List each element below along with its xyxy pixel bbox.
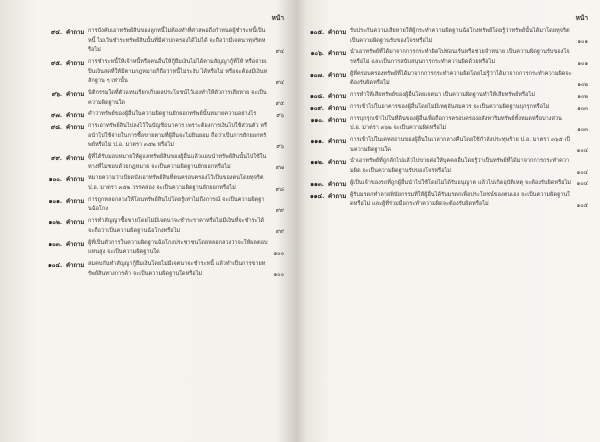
page-number: ๑๐๓ bbox=[577, 105, 588, 112]
question-label: คำถาม bbox=[66, 197, 85, 205]
entry-number: ๑๑๒. bbox=[310, 159, 324, 167]
toc-entry bbox=[310, 103, 600, 113]
question-text: ผู้รับมรดกทำลายพินัยกรรมที่ให้ผู้อื่นได้รับมรดกเพื่อประโยชน์ของตนเอง จะเป็นความผิดฐานใดหรือไม่ และผู้ที่ร่วมมือกระทำความผิดจะต้องรับผิดหรือไม่ bbox=[350, 191, 570, 208]
entry-number: ๑๐๗. bbox=[310, 71, 325, 79]
question-text: ผู้ที่ได้รับมอบหมายให้ดูแลทรัพย์สินของผู้อื่นแล้วแอบนำทรัพย์สินนั้นไปใช้ในทางที่ไม่ชอบด้วยกฎหมาย จะเป็นความผิดฐานยักยอกหรือไม่ bbox=[88, 154, 267, 170]
entry-number: ๑๐๙. bbox=[310, 104, 324, 112]
toc-entry bbox=[310, 157, 600, 176]
question-text: สมคบกันทำสัญญากู้ยืมเงินโดยไม่มีเจตนาจะชำระหนี้ แล้วทำเป็นการขายทรัพย์สินทางการค้า จะเป็นความผิดฐานใดหรือไม่ bbox=[88, 260, 266, 277]
page-number: ๙๔ bbox=[275, 48, 284, 55]
toc-entry bbox=[48, 27, 296, 56]
entry-number: ๙๕. bbox=[50, 59, 62, 67]
toc-entry bbox=[310, 115, 600, 134]
question-label: คำถาม bbox=[66, 29, 85, 36]
toc-entry bbox=[48, 153, 296, 172]
question-label: คำถาม bbox=[328, 71, 347, 79]
page-number: ๙๕ bbox=[275, 101, 284, 108]
toc-entry bbox=[48, 89, 296, 108]
entry-list bbox=[304, 27, 600, 212]
question-text: นำเอาทรัพย์ที่ถูกลักไปแล้วไปขายต่อให้บุคคลอื่นโดยรู้ว่าเป็นทรัพย์ที่ได้มาจากการกระทำความผิด จะเป็นความผิดฐานรับของโจรหรือไม่ bbox=[350, 158, 570, 175]
question-label: คำถาม bbox=[66, 219, 85, 227]
toc-entry bbox=[310, 191, 600, 210]
question-label: คำถาม bbox=[328, 180, 347, 188]
entry-number: ๙๖. bbox=[51, 90, 62, 98]
entry-number: ๑๐๘. bbox=[310, 93, 325, 101]
question-label: คำถาม bbox=[66, 261, 85, 269]
question-label: คำถาม bbox=[66, 90, 85, 98]
page-number: ๑๐๐ bbox=[273, 272, 284, 279]
page-number: ๙๔ bbox=[275, 79, 284, 86]
page-column-header: หน้า bbox=[271, 14, 284, 22]
page-number: ๑๐๒ bbox=[577, 93, 588, 100]
question-text: การเอาทรัพย์สินไปลงไว้ในบัญชีธนาคาร เพราะต้องการเงินไปใช้ส่วนตัว หรือนำไปใช้จ่ายในการซื้อขายตามที่ผู้อื่นจะไม่ยินยอม ถือว่าเป็นการยักยอกทรัพย์หรือไม่ ป.อ. มาตรา ๓๕๒ หรือไม่ bbox=[88, 123, 268, 149]
question-text: การบุกรุกเข้าไปในที่ดินของผู้อื่นเพื่อถือการครอบครองอสังหาริมทรัพย์ทั้งหมดหรือบางส่วน ป.อ. มาตรา ๓๖๒ จะเป็นความผิดหรือไม่ bbox=[350, 115, 562, 132]
question-label: คำถาม bbox=[328, 159, 347, 167]
page-number: ๙๗ bbox=[275, 165, 284, 172]
question-text: การถูกหลอกลวงให้โอนทรัพย์สินไปโดยรู้เท่าไม่ถึงการณ์ จะเป็นความผิดฐานฉ้อโกง bbox=[88, 196, 265, 213]
right-page bbox=[304, 0, 600, 442]
question-label: คำถาม bbox=[328, 192, 347, 200]
page-number: ๙๘ bbox=[275, 186, 284, 193]
entry-number: ๑๐๖. bbox=[310, 50, 324, 58]
entry-number: ๑๐๔. bbox=[48, 261, 63, 269]
question-label: คำถาม bbox=[328, 104, 347, 112]
toc-entry bbox=[310, 48, 600, 67]
question-text: การชำระหนี้ให้เจ้าหนี้หรือคนอื่นให้กู้ยืมเงินไม่ได้ตามสัญญากู้ที่ให้ หรือจ่ายเป็นเงินสดที่ให้มีตามกฎหมายก็ถือว่าหนี้ไม่ระงับ ได้หรือไม่ หรือจะต้องมีเงินหลักฐาน ๆ เท่านั้น bbox=[88, 58, 268, 85]
question-text: การเข้าไปในเคหสถานของผู้อื่นในเวลากลางคืนโดยใช้กำลังประทุษร้าย ป.อ. มาตรา ๓๖๕ เป็นความผิดฐานใด bbox=[350, 137, 570, 153]
entry-number: ๑๐๓. bbox=[48, 240, 62, 248]
question-text: การทำสัญญาซื้อขายโดยไม่มีเจตนาจะชำระราคาหรือไม่มีเงินที่จะชำระได้ จะถือว่าเป็นความผิดฐานฉ้อโกงหรือไม่ bbox=[88, 218, 265, 234]
toc-entry bbox=[48, 217, 296, 236]
page-number: ๑๐๕ bbox=[576, 202, 588, 209]
page-number: ๑๐๔ bbox=[576, 169, 588, 176]
page-number: ๑๐๐ bbox=[273, 250, 284, 257]
entry-number: ๙๘. bbox=[50, 124, 62, 132]
toc-entry bbox=[48, 122, 296, 151]
question-text: คำว่าทรัพย์ของผู้อื่นในความผิดฐานยักยอกทรัพย์นั้นหมายความอย่างไร bbox=[88, 111, 257, 118]
toc-entry bbox=[48, 196, 296, 215]
toc-entry bbox=[310, 179, 600, 189]
page-number: ๑๐๑ bbox=[577, 60, 588, 67]
toc-entry bbox=[310, 91, 600, 101]
page-number: ๙๖ bbox=[276, 143, 284, 150]
left-page bbox=[0, 0, 296, 442]
question-label: คำถาม bbox=[66, 124, 85, 132]
question-label: คำถาม bbox=[66, 59, 85, 67]
entry-number: ๑๑๑. bbox=[310, 138, 324, 146]
question-text: การเข้าไปในอาคารของผู้อื่นโดยไม่มีเหตุอันสมควร จะเป็นความผิดฐานบุกรุกหรือไม่ bbox=[350, 103, 550, 110]
question-text: ผู้ที่เป็นตัวการในความผิดฐานฉ้อโกงประชาชนโดยหลอกลวงว่าจะให้ผลตอบแทนสูง จะเป็นความผิดฐานใด bbox=[88, 239, 268, 256]
question-text: ผู้เป็นเจ้าของรถที่ถูกผู้อื่นนำไปใช้โดยไม่ได้รับอนุญาต แล้วไปเกิดอุบัติเหตุ จะต้องรับผิดหรือไม่ bbox=[350, 179, 571, 186]
question-label: คำถาม bbox=[328, 93, 347, 101]
question-label: คำถาม bbox=[328, 138, 347, 146]
page-number: ๙๙ bbox=[275, 229, 284, 236]
toc-entry bbox=[48, 174, 296, 193]
entry-number: ๙๗. bbox=[51, 112, 62, 120]
page-number: ๑๐๑ bbox=[577, 39, 588, 46]
question-label: คำถาม bbox=[66, 176, 85, 184]
question-text: ผู้ที่ครอบครองทรัพย์ที่ได้มาจากการกระทำความผิดโดยไม่รู้ว่าได้มาจากการกระทำความผิดจะต้องรับผิดหรือไม่ bbox=[350, 70, 572, 87]
entry-number: ๑๐๐. bbox=[48, 176, 62, 184]
question-label: คำถาม bbox=[66, 240, 85, 248]
entry-number: ๑๑๔. bbox=[310, 192, 325, 200]
toc-entry bbox=[48, 260, 296, 279]
page-number: ๑๐๒ bbox=[577, 81, 588, 88]
toc-entry bbox=[310, 27, 600, 46]
question-text: หมายความว่าเบียดบังเอาทรัพย์สินที่ตนครอบครองไว้เป็นของตนโดยทุจริต ป.อ. มาตรา ๓๕๒ วรรคสอง จะเป็นความผิดฐานยักยอกหรือไม่ bbox=[88, 175, 264, 192]
question-label: คำถาม bbox=[66, 112, 85, 120]
page-column-header: หน้า bbox=[575, 14, 588, 22]
toc-entry bbox=[48, 58, 296, 87]
question-text: นิติกรรมใดที่ตัวแทนเรียกเก็บผลประโยชน์ไว้เองทำให้ตัวการเสียหาย จะเป็นความผิดฐานใด bbox=[88, 89, 267, 106]
page-number: ๙๖ bbox=[276, 112, 284, 119]
question-label: คำถาม bbox=[66, 155, 85, 163]
question-text: รับประกันความเสียหายให้ผู้กระทำความผิดฐานฉ้อโกงทรัพย์โดยรู้ว่าทรัพย์นั้นได้มาโดยทุจริต เป็นความผิดฐานรับของโจรหรือไม่ bbox=[350, 28, 570, 44]
toc-entry bbox=[310, 70, 600, 89]
question-text: การบังคับเอาทรัพย์สินของลูกหนี้ไม่ต้องทำที่ศาลพอถึงกำหนดผู้ชำระหนี้เป็นหนี้ ไม่เว้นชำระทรัพย์สินนั้นที่มีค่าปกครองได้ไม่ได้ จะถือว่ามีเจตนาทุจริตหรือไม่ bbox=[88, 28, 266, 54]
page-number: ๙๙ bbox=[275, 208, 284, 214]
question-text: การทำให้เสียทรัพย์ของผู้อื่นโดยเจตนา เป็นความผิดฐานทำให้เสียทรัพย์หรือไม่ bbox=[350, 92, 535, 99]
entry-number: ๑๑๐. bbox=[310, 116, 324, 124]
page-number: ๑๐๔ bbox=[576, 148, 588, 155]
entry-number: ๑๑๓. bbox=[310, 180, 324, 188]
entry-number: ๑๐๑. bbox=[48, 197, 62, 205]
page-number: ๑๐๔ bbox=[576, 181, 588, 188]
page-number: ๑๐๓ bbox=[577, 126, 588, 133]
toc-entry bbox=[48, 239, 296, 258]
toc-entry bbox=[310, 136, 600, 155]
question-label: คำถาม bbox=[328, 29, 347, 36]
entry-number: ๑๐๒. bbox=[48, 219, 62, 227]
entry-number: ๙๙. bbox=[51, 155, 62, 163]
toc-entry bbox=[48, 110, 296, 120]
question-label: คำถาม bbox=[328, 116, 347, 124]
entry-number: ๙๔. bbox=[50, 29, 62, 36]
question-label: คำถาม bbox=[328, 50, 347, 58]
entry-list bbox=[0, 27, 296, 281]
entry-number: ๑๐๕. bbox=[310, 29, 325, 36]
question-text: นำเอาทรัพย์ที่ได้มาจากการกระทำผิดไปซ่อนเร้นหรือช่วยจำหน่าย เป็นความผิดฐานรับของโจรหรือไม่ และเป็นการสนับสนุนการกระทำความผิดด้วยหรือไม่ bbox=[350, 49, 570, 65]
